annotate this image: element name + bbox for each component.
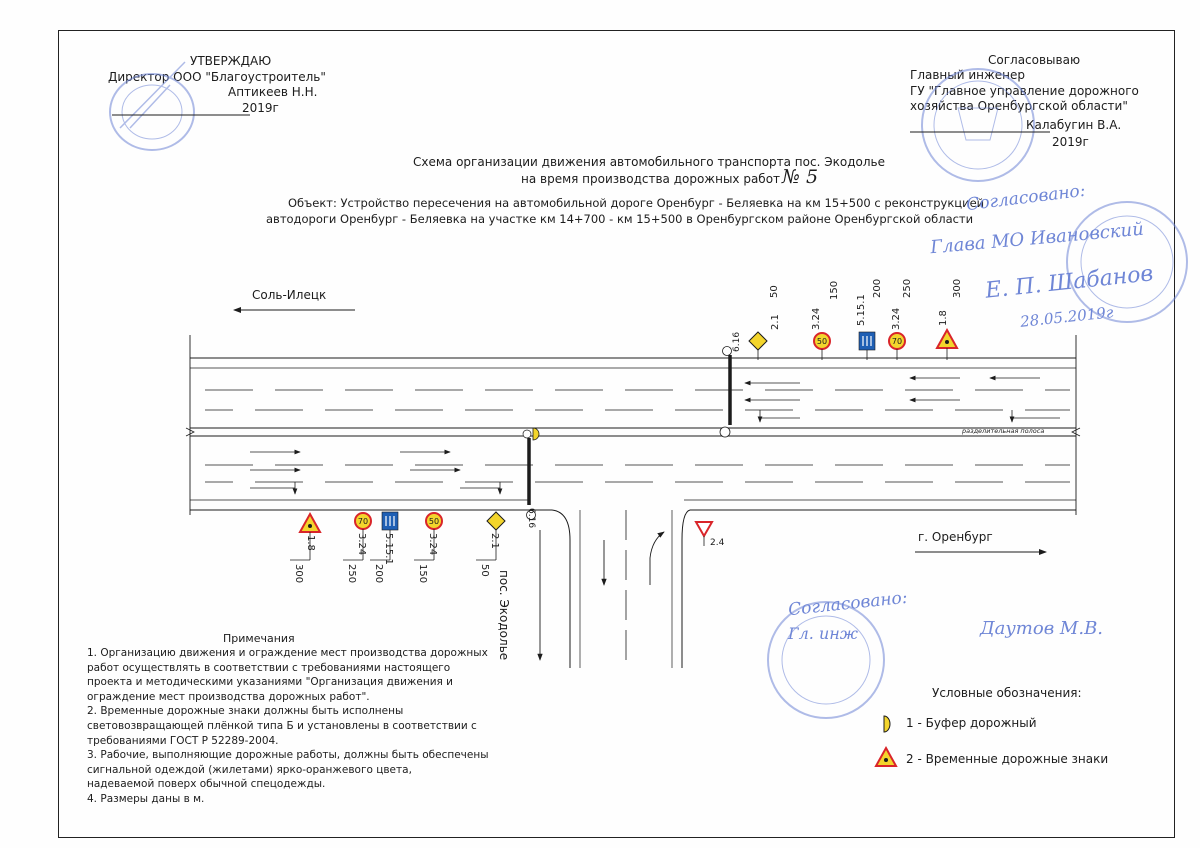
notes-line-11: 4. Размеры даны в м. (87, 792, 205, 805)
sign-bottom-2-1-distance: 50 (479, 564, 490, 577)
sign-top-3-24-70-distance: 250 (902, 278, 913, 298)
direction-east: г. Оренбург (918, 530, 993, 544)
sign-bottom-3-24-70-distance: 250 (346, 564, 357, 584)
approve-right-title: Согласовываю (988, 53, 1081, 67)
object-line2: автодороги Оренбург - Беляевка на участке км 14+700 - км 15+500 в Оренбургском районе Оренбургской области (266, 212, 974, 226)
approve-left-position: Директор ООО "Благоустроитель" (108, 70, 326, 84)
notes-block (87, 646, 489, 807)
approve-left-year: 2019г (242, 101, 279, 115)
handwritten-role: Гл. инж (788, 624, 858, 643)
legend-title: Условные обозначения: (932, 686, 1082, 700)
sign-bottom-1-8-code: 1.8 (305, 535, 316, 551)
sign-top-3-24-70-code: 3.24 (891, 307, 902, 330)
sign-bottom-6-16-code: 6.16 (526, 508, 536, 529)
sign-top-2-1-distance: 50 (769, 285, 780, 298)
handwritten-signature-2: Даутов М.В. (980, 618, 1104, 639)
handwritten-agreed-1: Согласовано: (965, 180, 1087, 216)
notes-line-1: 1. Организацию движения и ограждение мест производства дорожных (87, 647, 488, 659)
approve-right-position-3: хозяйства Оренбургской области" (910, 99, 1128, 113)
svg-text:50: 50 (428, 517, 440, 526)
stamp-left-director (110, 62, 194, 150)
approve-right-year: 2019г (1052, 135, 1089, 149)
road-buffer-top (720, 427, 730, 437)
handwritten-signature-1: Е. П. Шабанов (984, 261, 1155, 304)
approve-left-name: Аптикеев Н.Н. (228, 85, 318, 99)
sign-bottom-3-24-50-code: 3.24 (427, 533, 438, 556)
scheme-number: № 5 (782, 166, 819, 188)
sign-top-5-15-1-distance: 200 (872, 278, 883, 298)
sign-top-2-1-code: 2.1 (770, 314, 781, 330)
sign-top-1-8 (937, 330, 957, 360)
notes-line-6: световозвращающей плёнкой типа Б и установлены в соответствии с (87, 719, 477, 732)
notes-line-8: 3. Рабочие, выполняющие дорожные работы, должны быть обеспечены (87, 749, 489, 762)
sign-top-2-1 (749, 332, 767, 360)
sign-top-1-8-code: 1.8 (938, 310, 949, 326)
direction-west: Соль-Илецк (252, 288, 327, 302)
notes-line-7: требованиями ГОСТ Р 52289-2004. (87, 734, 279, 747)
handwritten-date: 28.05.2019г (1019, 303, 1115, 331)
legend-item-buffer: 1 - Буфер дорожный (906, 716, 1037, 730)
sign-top-3-24-70 (889, 333, 905, 360)
sign-top-3-24-50-distance: 150 (829, 280, 840, 300)
scheme-title-line2: на время производства дорожных работ (521, 172, 781, 186)
sign-top-1-8-distance: 300 (952, 278, 963, 298)
approve-right-position-2: ГУ "Главное управление дорожного (910, 84, 1139, 98)
legend-item-temp-signs: 2 - Временные дорожные знаки (906, 752, 1109, 766)
sign-bottom-3-24-70-code: 3.24 (356, 533, 367, 556)
median-label: разделительная полоса (962, 427, 1045, 435)
legend-temp-sign-icon (876, 748, 896, 766)
sign-2-4-code: 2.4 (710, 538, 725, 548)
sign-bottom-5-15-1-code: 5.15.1 (383, 533, 394, 565)
sign-top-3-24-50-code: 3.24 (811, 307, 822, 330)
notes-line-10: надеваемой поверх обычной спецодежды. (87, 778, 326, 791)
object-line1: Объект: Устройство пересечения на автомобильной дороге Оренбург - Беляевка на км 15+500 с реконструкцией (288, 196, 985, 210)
notes-title: Примечания (223, 632, 295, 645)
notes-line-4: ограждение мест производства дорожных работ". (87, 690, 370, 703)
approve-right-position-1: Главный инженер (910, 68, 1026, 82)
stamp-municipal-bottom (768, 602, 884, 718)
notes-line-3: проекта и методическими указаниями "Организация движения и (87, 676, 453, 689)
sign-bottom-2-1-code: 2.1 (489, 533, 500, 549)
svg-text:70: 70 (357, 517, 369, 526)
sign-top-5-15-1-code: 5.15.1 (856, 294, 867, 326)
road-buffer-bottom (523, 428, 539, 440)
sign-top-6-16-code: 6.16 (732, 331, 742, 352)
approve-right-name: Калабугин В.А. (1026, 118, 1122, 132)
sign-bottom-1-8-distance: 300 (293, 564, 304, 584)
approve-left-title: УТВЕРЖДАЮ (190, 54, 272, 68)
svg-text:50: 50 (816, 337, 828, 346)
side-road-label: пос. Экодолье (497, 570, 511, 661)
sign-top-5-15-1 (859, 332, 875, 360)
stamp-right-engineer (922, 69, 1034, 181)
notes-line-2: работ осуществлять в соответствии с требованиями настоящего (87, 661, 451, 674)
sign-bottom-3-24-50-distance: 150 (417, 564, 428, 584)
sign-bottom-5-15-1-distance: 200 (373, 564, 384, 584)
sign-top-3-24-50 (814, 333, 830, 360)
svg-text:70: 70 (891, 337, 903, 346)
notes-line-9: сигнальной одеждой (жилетами) ярко-оранжевого цвета, (87, 763, 412, 776)
legend-buffer-icon (884, 716, 890, 732)
notes-line-5: 2. Временные дорожные знаки должны быть исполнены (87, 705, 404, 718)
stamp-municipal-top (1067, 202, 1187, 322)
handwritten-agreed-2: Согласовано: (787, 587, 909, 621)
scheme-title-line1: Схема организации движения автомобильного транспорта пос. Экодолье (413, 155, 885, 169)
handwritten-head: Глава МО Ивановский (929, 218, 1145, 259)
